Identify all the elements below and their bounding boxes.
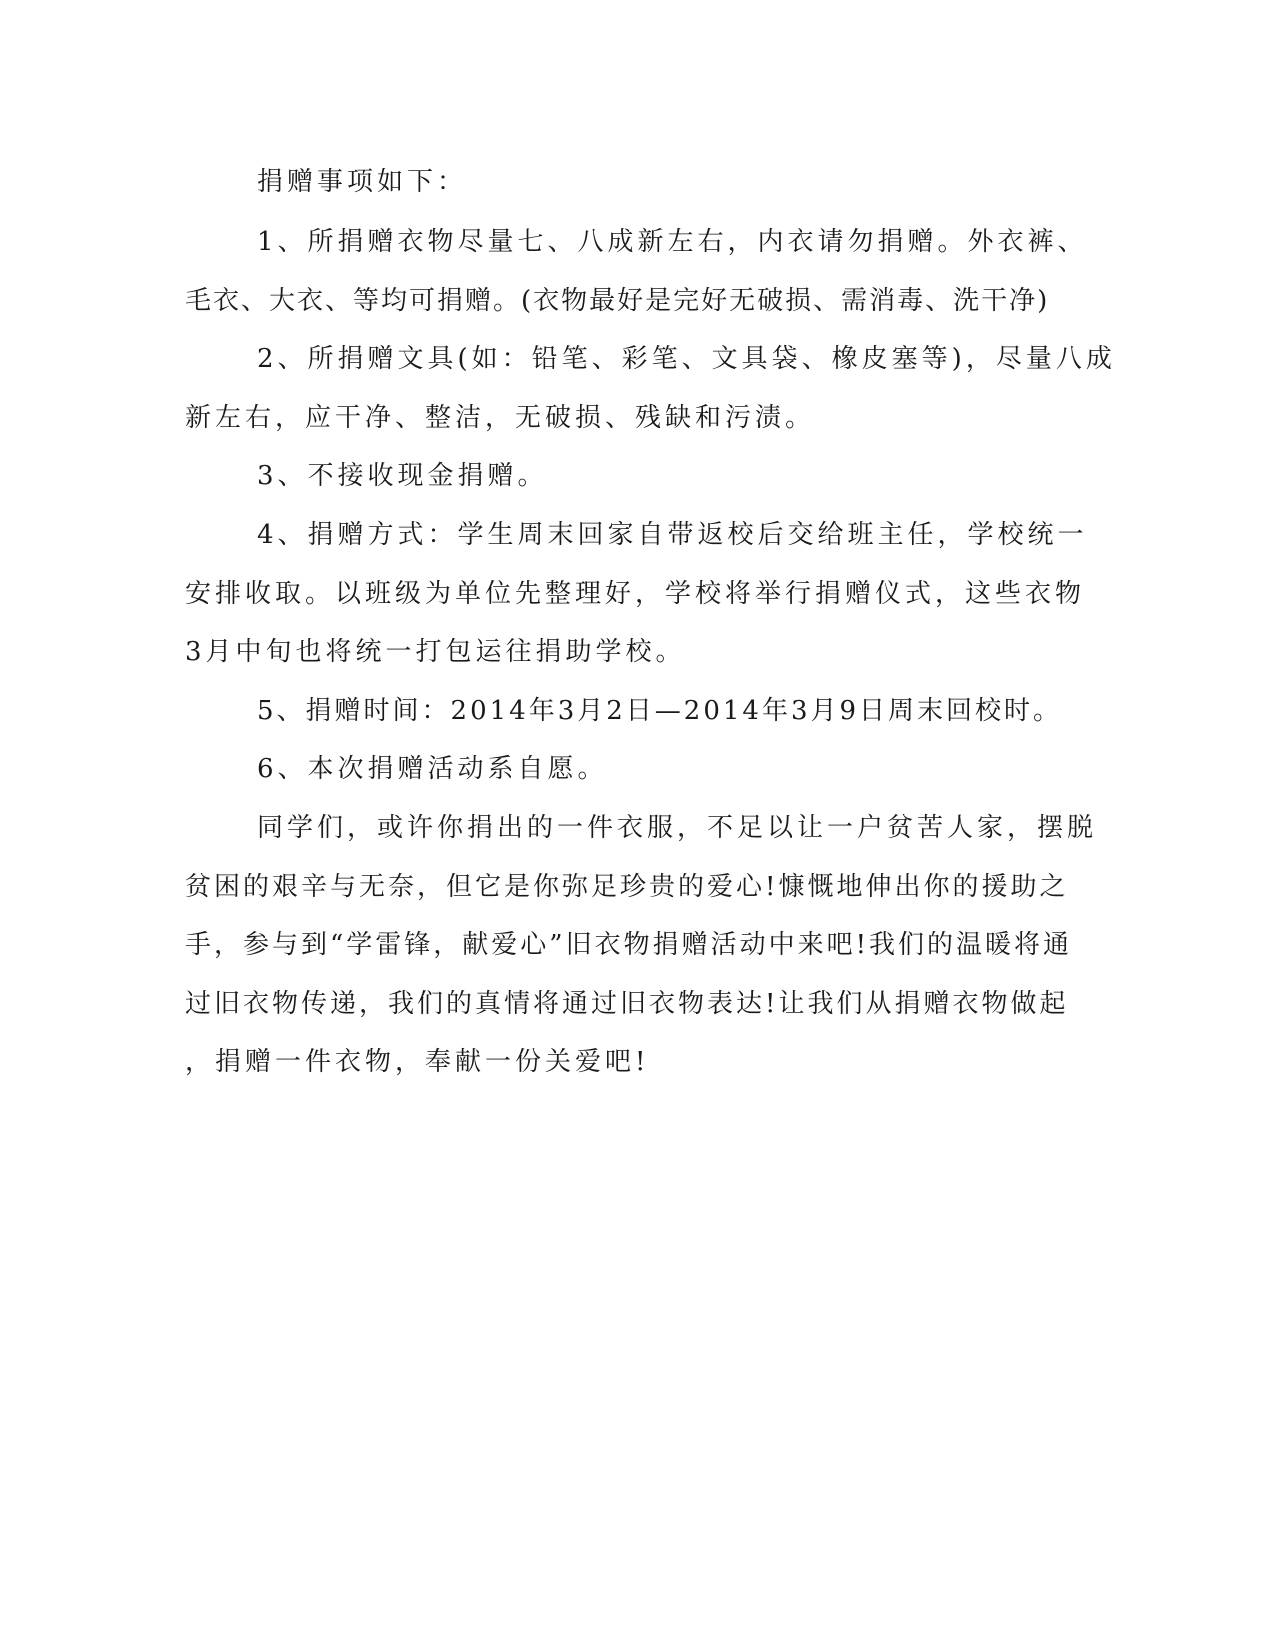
closing-line-3: 手，参与到“学雷锋，献爱心”旧衣物捐赠活动中来吧!我们的温暖将通 xyxy=(185,930,1073,960)
item-1-line-2: 毛衣、大衣、等均可捐赠。(衣物最好是完好无破损、需消毒、洗干净) xyxy=(185,286,1050,316)
closing-line-4: 过旧衣物传递，我们的真情将通过旧衣物表达!让我们从捐赠衣物做起 xyxy=(185,989,1069,1019)
closing-line-5: ，捐赠一件衣物，奉献一份关爱吧! xyxy=(185,1047,650,1077)
item-6-line-1: 6、本次捐赠活动系自愿。 xyxy=(257,754,608,784)
closing-line-1: 同学们，或许你捐出的一件衣服，不足以让一户贫苦人家，摆脱 xyxy=(257,813,1098,843)
item-2-line-2: 新左右，应干净、整洁，无破损、残缺和污渍。 xyxy=(185,403,816,433)
item-3-line-1: 3、不接收现金捐赠。 xyxy=(257,461,548,491)
intro-heading: 捐赠事项如下： xyxy=(257,167,468,197)
item-4-line-2: 安排收取。以班级为单位先整理好，学校将举行捐赠仪式，这些衣物 xyxy=(185,579,1086,609)
item-4-line-3: 3月中旬也将统一打包运往捐助学校。 xyxy=(185,637,686,667)
item-5-line-1: 5、捐赠时间：2014年3月2日—2014年3月9日周末回校时。 xyxy=(257,696,1063,726)
closing-line-2: 贫困的艰辛与无奈，但它是你弥足珍贵的爱心!慷慨地伸出你的援助之 xyxy=(185,872,1069,902)
item-1-line-1: 1、所捐赠衣物尽量七、八成新左右，内衣请勿捐赠。外衣裤、 xyxy=(257,227,1088,257)
item-4-line-1: 4、捐赠方式：学生周末回家自带返校后交给班主任，学校统一 xyxy=(257,520,1088,550)
item-2-line-1: 2、所捐赠文具(如：铅笔、彩笔、文具袋、橡皮塞等)，尽量八成 xyxy=(257,344,1116,374)
